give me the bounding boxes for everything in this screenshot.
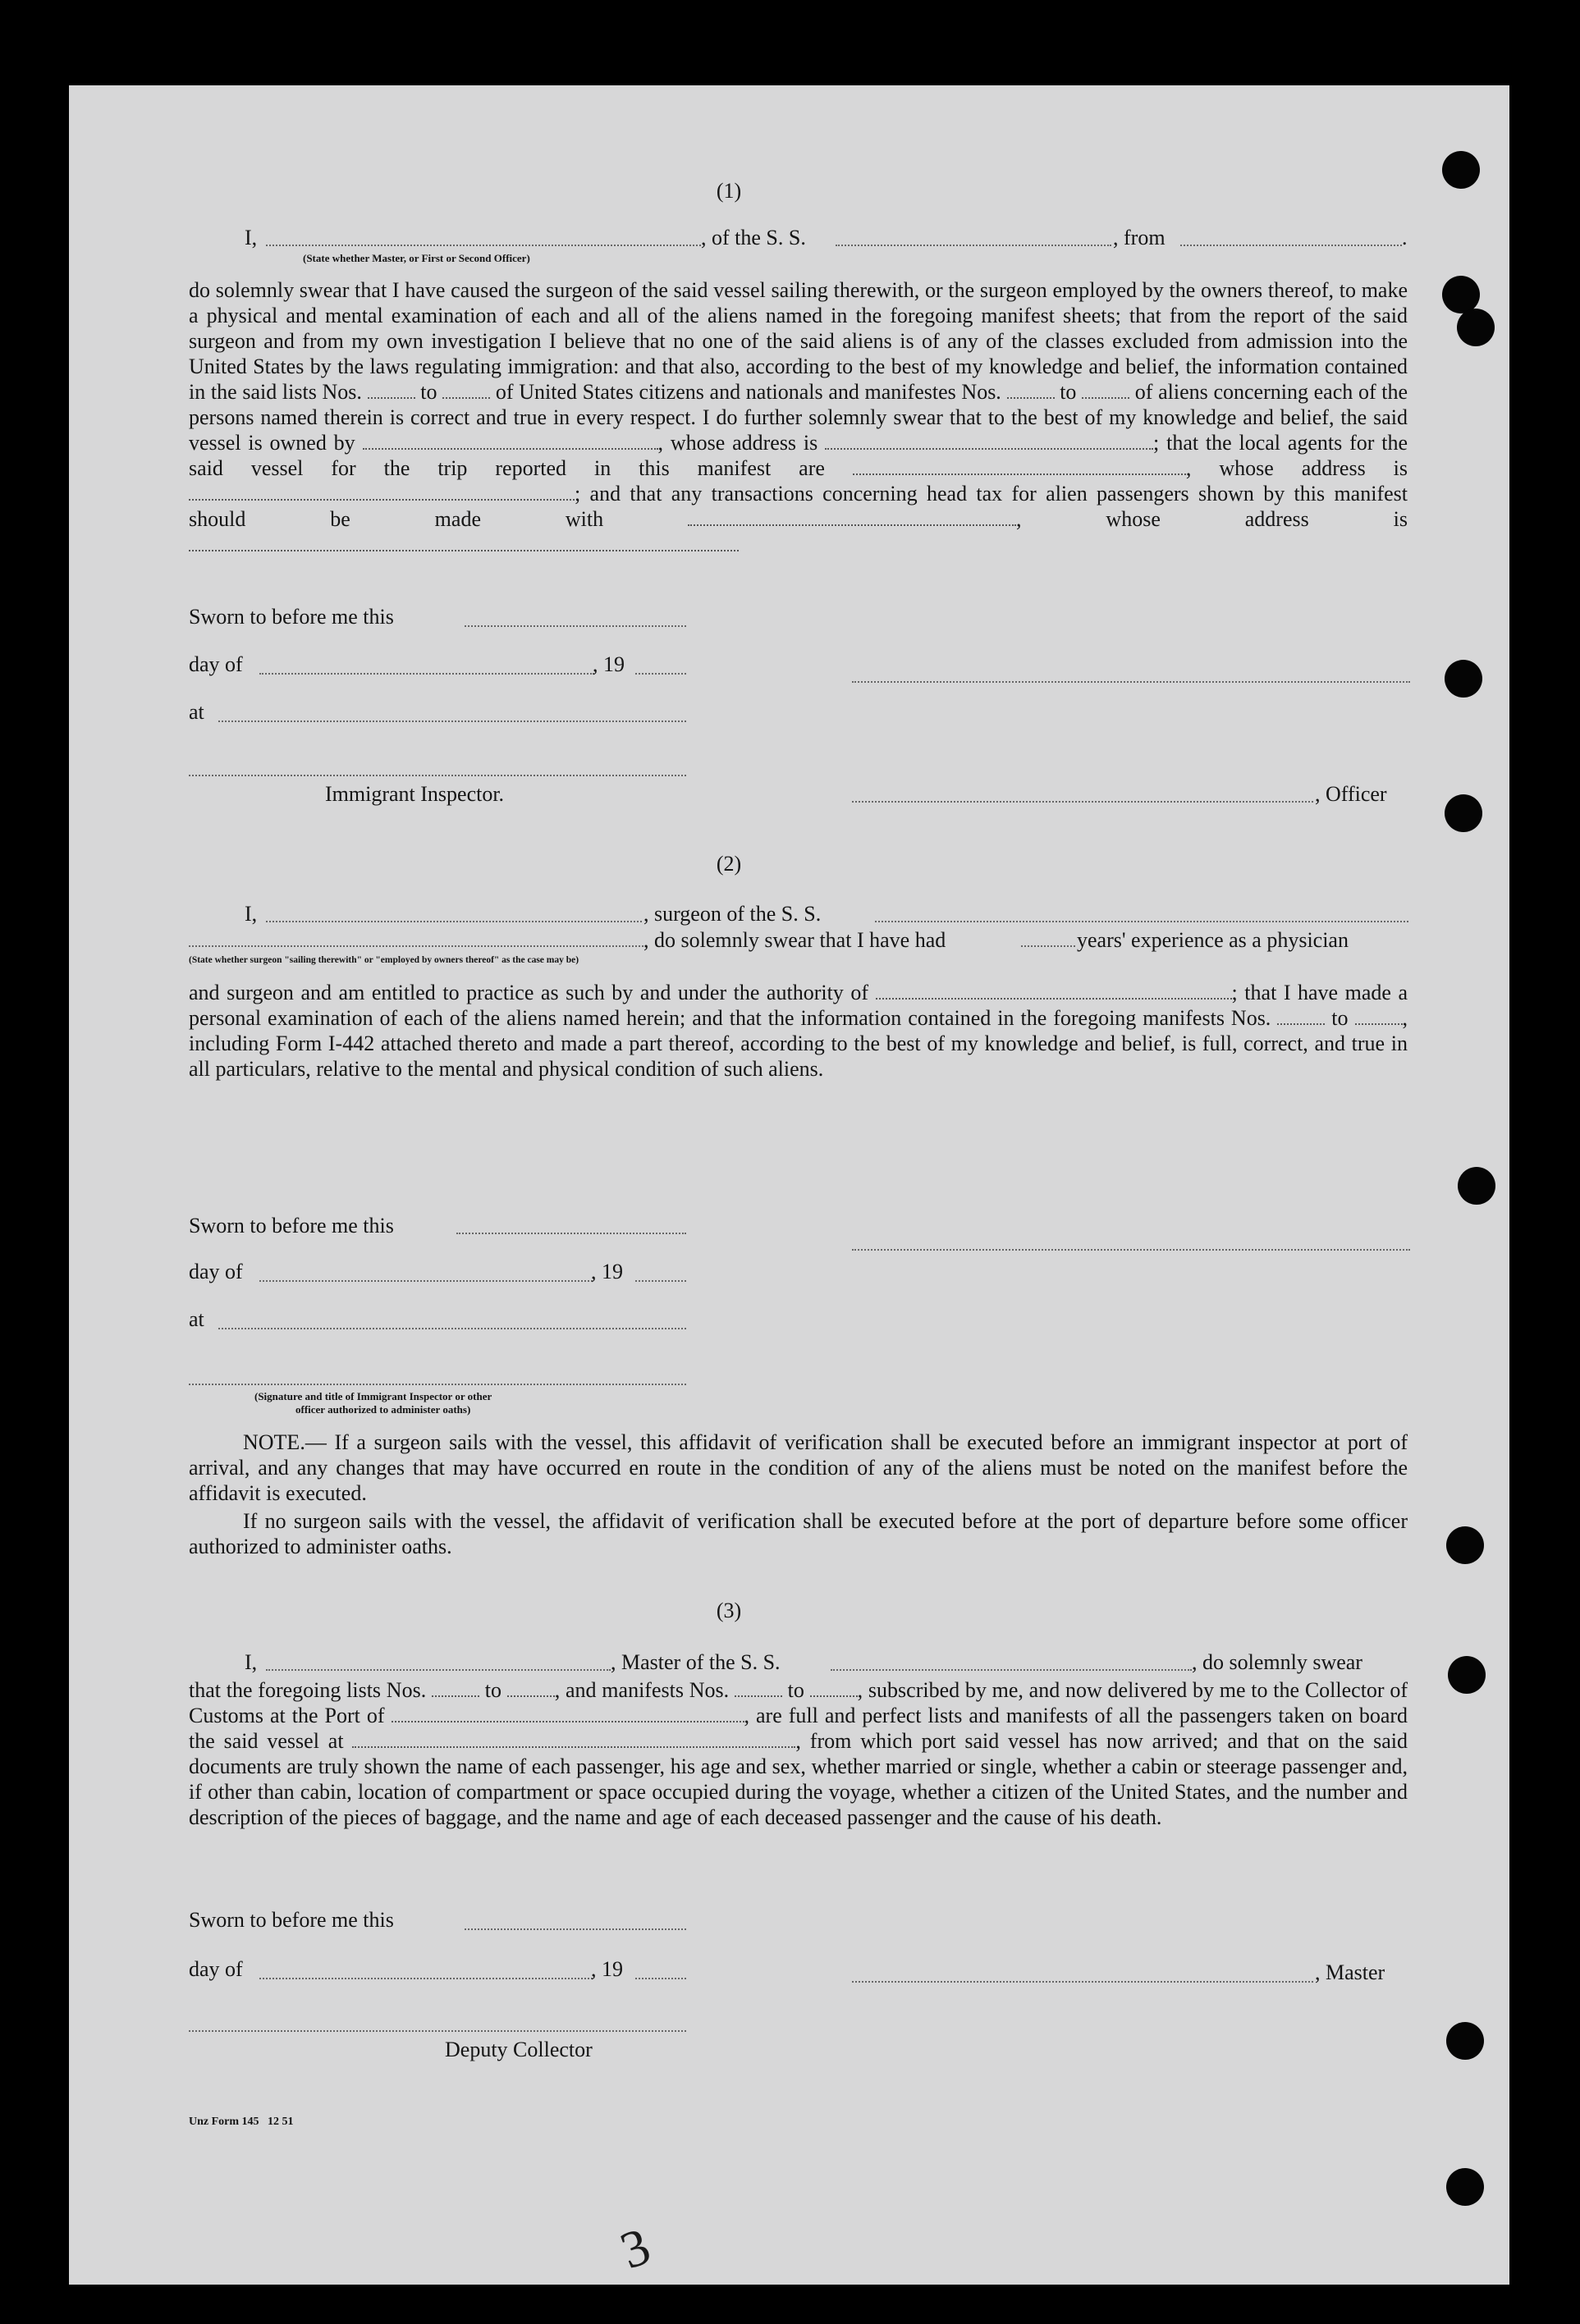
years-experience-field[interactable] <box>1021 945 1075 947</box>
port-of-departure-field[interactable] <box>352 1728 795 1748</box>
surgeon-manifests-from-field[interactable] <box>1277 1005 1325 1025</box>
sworn-year-field[interactable] <box>635 1280 686 1282</box>
ship-name-field[interactable] <box>836 245 1111 246</box>
section-3-text-d: , are full and perfect lists and manifests of all the passengers taken on board the said vessel at <box>189 1704 1408 1753</box>
immigrant-inspector-label: Immigrant Inspector. <box>325 782 505 806</box>
sworn-label: Sworn to before me this <box>189 1214 394 1237</box>
head-tax-contact-field[interactable] <box>688 506 1016 526</box>
day-of-label: day of <box>189 1260 243 1283</box>
master-signature-field[interactable] <box>852 1981 1313 1983</box>
surgeon-name-field[interactable] <box>266 921 642 922</box>
year-label: , 19 <box>591 1957 623 1981</box>
punch-hole <box>1446 2168 1484 2206</box>
port-of-arrival-field[interactable] <box>392 1703 744 1722</box>
lists-to-field[interactable] <box>507 1677 555 1697</box>
punch-hole <box>1446 2022 1484 2060</box>
officer-name-field[interactable] <box>852 801 1313 803</box>
master-of-label: , Master of the S. S. <box>611 1650 781 1674</box>
deputy-collector-label: Deputy Collector <box>445 2038 593 2061</box>
manifests-from-field[interactable] <box>1007 379 1055 399</box>
to-label: to <box>1331 1006 1349 1030</box>
section-1-i: I, <box>245 226 258 249</box>
to-label: to <box>420 380 437 404</box>
section-1-text-a: do solemnly swear that I have caused the surgeon of the said vessel sailing therewith, or the surgeon employed by the owners thereof, to make a physical and mental examination of each and all of the aliens named in the foregoing manifest sheets; that from the report of the said surgeon and from my own investigation I believe that no one of the said aliens is of any of the classes excluded from admission into the United States by the laws regulating immigration: and that also, according to the best of my knowledge and belief, the information contained in the said lists Nos. <box>189 278 1408 404</box>
from-port-field[interactable] <box>1180 245 1402 246</box>
handwritten-mark: 3 <box>612 2216 658 2281</box>
day-of-label: day of <box>189 1957 243 1981</box>
section-2-number: (2) <box>716 852 742 876</box>
year-label: , 19 <box>593 652 625 676</box>
head-tax-address-field[interactable] <box>189 532 739 551</box>
section-2-text-a: and surgeon and am entitled to practice as such by and under the authority of <box>189 981 868 1004</box>
sworn-year-field[interactable] <box>635 1978 686 1979</box>
day-of-label: day of <box>189 652 243 676</box>
surgeon-of-label: , surgeon of the S. S. <box>643 902 822 926</box>
section-1-text-e: ; that the local agents for the said vessel for the trip reported in this manifest are <box>189 431 1408 480</box>
master-label: , Master <box>1315 1960 1385 1984</box>
officer-label: , Officer <box>1315 782 1387 806</box>
section-1-number: (1) <box>716 179 742 203</box>
punch-hole <box>1442 151 1480 189</box>
sworn-day-field[interactable] <box>456 1233 686 1234</box>
surgeon-manifests-to-field[interactable] <box>1355 1005 1403 1025</box>
at-label: at <box>189 700 204 724</box>
owner-field[interactable] <box>363 430 658 450</box>
punch-hole <box>1448 1656 1486 1694</box>
master-name-field[interactable] <box>266 1669 611 1671</box>
note-paragraph-1: NOTE.— If a surgeon sails with the vessel, this affidavit of verification shall be executed before an immigrant inspector at port of arrival, and any changes that may have occurred en route in the condition of any of the aliens must be noted on the manifest before the affidavit is executed. <box>189 1430 1408 1505</box>
section-3-i: I, <box>245 1650 258 1674</box>
officer-signature-field[interactable] <box>852 681 1410 683</box>
surgeon-status-hint: (State whether surgeon "sailing therewith" or "employed by owners thereof" as the case may be) <box>189 955 579 965</box>
section-3-number: (3) <box>716 1599 742 1622</box>
master-ship-field[interactable] <box>831 1669 1192 1671</box>
sworn-year-field[interactable] <box>635 673 686 675</box>
year-label: , 19 <box>591 1260 623 1283</box>
officer-rank-hint: (State whether Master, or First or Second Officer) <box>303 252 530 264</box>
local-agents-field[interactable] <box>853 455 1186 475</box>
section-1-text-b: of United States citizens and nationals and manifestes Nos. <box>495 380 1001 404</box>
punch-hole <box>1445 794 1482 832</box>
section-1-text-d: , whose address is <box>657 431 818 455</box>
manifest-affidavit-page <box>69 85 1509 2285</box>
swear-had-label: , do solemnly swear that I have had <box>643 928 946 952</box>
sworn-day-field[interactable] <box>465 1928 686 1930</box>
lists-from-field[interactable] <box>368 379 415 399</box>
sworn-month-field[interactable] <box>259 1280 593 1282</box>
section-2-i: I, <box>245 902 258 926</box>
punch-hole <box>1458 1167 1495 1205</box>
section-2-body <box>189 980 1408 1082</box>
sworn-month-field[interactable] <box>259 1978 593 1979</box>
section-1-text-f: , whose address is <box>1185 456 1408 480</box>
note-paragraph-2: If no surgeon sails with the vessel, the affidavit of verification shall be executed before at the port of departure before some officer authorized to administer oaths. <box>189 1509 1408 1558</box>
lists-to-field[interactable] <box>442 379 490 399</box>
manifests-to-field[interactable] <box>1082 379 1129 399</box>
section-2-text-c: , including Form I-442 attached thereto and made a part thereof, according to the best of my knowledge and belief, is full, correct, and true in all particulars, relative to the mental and physical condition of such aliens. <box>189 1006 1408 1081</box>
authority-field[interactable] <box>876 980 1232 1000</box>
swear-label: , do solemnly swear <box>1192 1650 1362 1674</box>
to-label: to <box>484 1678 501 1702</box>
surgeon-status-field[interactable] <box>189 945 643 947</box>
at-label: at <box>189 1307 204 1331</box>
signature-hint-1: (Signature and title of Immigrant Inspector or other <box>254 1390 492 1402</box>
surgeon-signature-field[interactable] <box>852 1249 1410 1251</box>
sworn-day-field[interactable] <box>465 625 686 627</box>
punch-hole <box>1445 660 1482 698</box>
signature-hint-2: officer authorized to administer oaths) <box>295 1403 471 1416</box>
surgeon-ship-field[interactable] <box>875 921 1408 922</box>
section-3-text-a: that the foregoing lists Nos. <box>189 1678 427 1702</box>
years-label: years' experience as a physician <box>1077 928 1349 952</box>
section-3-body <box>189 1677 1408 1830</box>
section-3-text-c: , subscribed by me, and now delivered by me to the Collector of Customs at the Port of <box>189 1678 1408 1727</box>
sworn-label: Sworn to before me this <box>189 1908 394 1932</box>
line-end-period: . <box>1402 226 1408 249</box>
to-label: to <box>1060 380 1077 404</box>
section-3-text-b: , and manifests Nos. <box>554 1678 730 1702</box>
section-3-text-e: , from which port said vessel has now arrived; and that on the said documents are truly shown the name of each passenger, his age and sex, whether married or single, whether a cabin or steerage passenger and, if other than cabin, location of compartment or space occupied during the voyage, whether a citizen of the United States, and the number and description of the pieces of baggage, and the name and age of each deceased passenger and the cause of his death. <box>189 1729 1408 1829</box>
officer-rank-field[interactable] <box>266 245 701 246</box>
from-label: , from <box>1113 226 1166 249</box>
punch-hole <box>1457 309 1495 346</box>
punch-hole <box>1446 1526 1484 1564</box>
owner-address-field[interactable] <box>825 430 1153 450</box>
of-ss-label: , of the S. S. <box>701 226 806 249</box>
to-label: to <box>787 1678 804 1702</box>
agents-address-field[interactable] <box>189 481 575 501</box>
inspector-signature-field[interactable] <box>189 1384 686 1385</box>
deputy-signature-field[interactable] <box>189 2030 686 2032</box>
sworn-place-field[interactable] <box>218 1328 686 1329</box>
section-1-text-g: ; and that any transactions concerning head tax for alien passengers shown by this manifest should be made with <box>189 482 1408 531</box>
section-1-text-c: of aliens concerning each of the persons named therein is correct and true in every respect. I do further solemnly swear that to the best of my knowledge and belief, the said vessel is owned by <box>189 380 1408 455</box>
sworn-month-field[interactable] <box>259 673 594 675</box>
section-2-text-b: ; that I have made a personal examination of each of the aliens named herein; and that the information contained in the foregoing manifests Nos. <box>189 981 1408 1030</box>
sworn-label: Sworn to before me this <box>189 605 394 629</box>
sworn-place-field[interactable] <box>218 721 686 722</box>
inspector-signature-field[interactable] <box>189 775 686 776</box>
form-number: Unz Form 145 12 51 <box>189 2116 294 2128</box>
section-1-text-h: , whose address is <box>1016 507 1408 531</box>
manifests-from-field[interactable] <box>735 1677 782 1697</box>
lists-from-field[interactable] <box>432 1677 479 1697</box>
section-1-body <box>189 277 1408 557</box>
manifests-to-field[interactable] <box>810 1677 858 1697</box>
